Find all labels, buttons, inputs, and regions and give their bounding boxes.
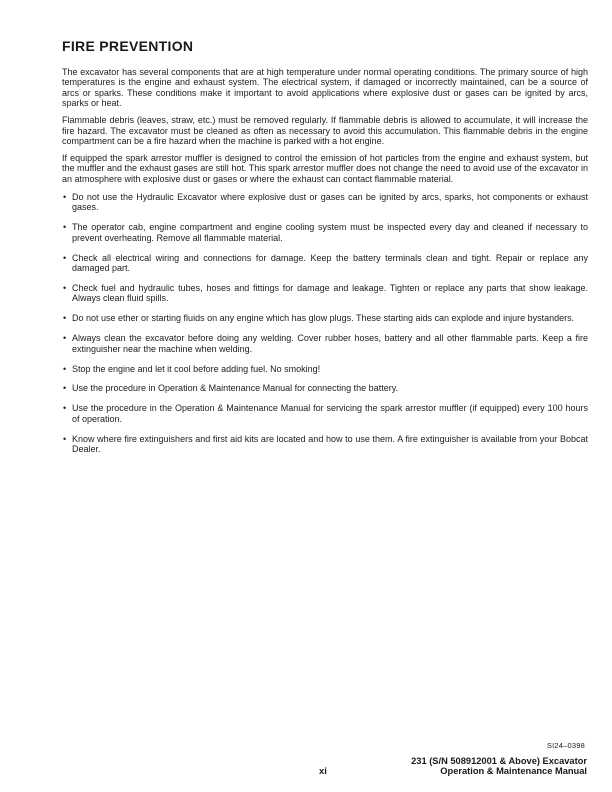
bullet-item: [62, 283, 588, 304]
bullet-text: Do not use ether or starting fluids on any engine which has glow plugs. These starting aids can explode and injure bystanders.: [72, 313, 575, 324]
page-title: FIRE PREVENTION: [62, 38, 194, 54]
footer-manual-line: Operation & Maintenance Manual: [440, 766, 587, 777]
footer-page-number: xi: [319, 766, 327, 777]
bullet-icon: •: [63, 192, 67, 203]
bullet-text: Stop the engine and let it cool before adding fuel. No smoking!: [72, 363, 321, 374]
bullet-text: Use the procedure in Operation & Maintenance Manual for connecting the battery.: [72, 383, 399, 394]
bullet-item: [62, 253, 588, 274]
bullet-text: The operator cab, engine compartment and engine cooling system must be inspected every day and cleaned if necessary to prevent overheating. Remove all flammable material.: [72, 222, 588, 243]
bullet-icon: •: [63, 383, 67, 394]
bullet-list: [62, 192, 588, 454]
bullet-item: [62, 364, 588, 374]
bullet-text: Do not use the Hydraulic Excavator where explosive dust or gases can be ignited by arcs, sparks, hot components or exhaust gases.: [72, 192, 588, 213]
bullet-text: Always clean the excavator before doing any welding. Cover rubber hoses, battery and all other flammable parts. Keep a fire extinguisher near the machine when welding.: [72, 333, 588, 354]
bullet-icon: •: [63, 363, 67, 374]
content-area: [62, 38, 588, 464]
bullet-item: [62, 383, 588, 393]
bullet-icon: •: [63, 333, 67, 344]
bullet-item: [62, 333, 588, 354]
footer-manual-title: [411, 756, 587, 777]
bullet-item: [62, 192, 588, 213]
bullet-item: [62, 434, 588, 455]
paragraph-3: If equipped the spark arrestor muffler is designed to control the emission of hot particles from the engine and exhaust system, but the muffler and the exhaust gases are still hot. This spark arrestor muffler does not change the need to avoid use of the excavator in an atmosphere with explosive dust or gases or where the exhaust can contact flammable material.: [62, 152, 588, 184]
bullet-icon: •: [63, 433, 67, 444]
footer-doc-code: SI24–0398: [546, 741, 585, 750]
bullet-item: [62, 222, 588, 243]
paragraph-2: Flammable debris (leaves, straw, etc.) must be removed regularly. If flammable debris is allowed to accumulate, it will increase the fire hazard. The excavator must be cleaned as often as necessary to avoid this accumulation. This flammable debris in the engine compartment can be a fire hazard when the machine is parked with a hot engine.: [62, 115, 588, 146]
bullet-icon: •: [63, 313, 67, 324]
bullet-icon: •: [63, 222, 67, 233]
bullet-text: Know where fire extinguishers and first aid kits are located and how to use them. A fire extinguisher is available from your Bobcat Dealer.: [72, 433, 588, 455]
bullet-icon: •: [63, 283, 67, 293]
bullet-item: [62, 403, 588, 424]
bullet-item: [62, 313, 588, 323]
bullet-icon: •: [63, 252, 67, 263]
bullet-text: Use the procedure in the Operation & Maintenance Manual for servicing the spark arrestor muffler (if equipped) every 100 hours of operation.: [72, 403, 588, 424]
bullet-icon: •: [63, 403, 67, 414]
paragraph-1: The excavator has several components that are at high temperature under normal operating conditions. The primary source of high temperatures is the engine and exhaust system. The electrical system, if damaged or incorrectly maintained, can be a source of arcs or sparks. These conditions make it important to avoid applications where explosive dust or gases can be ignited by arcs, sparks or heat.: [62, 67, 588, 109]
bullet-text: Check fuel and hydraulic tubes, hoses and fittings for damage and leakage. Tighten or replace any parts that show leakage. Always clean fluid spills.: [72, 283, 588, 304]
bullet-text: Check all electrical wiring and connections for damage. Keep the battery terminals clean and tight. Repair or replace any damaged part.: [72, 252, 588, 274]
footer-model-line: 231 (S/N 508912001 & Above) Excavator: [411, 756, 587, 766]
